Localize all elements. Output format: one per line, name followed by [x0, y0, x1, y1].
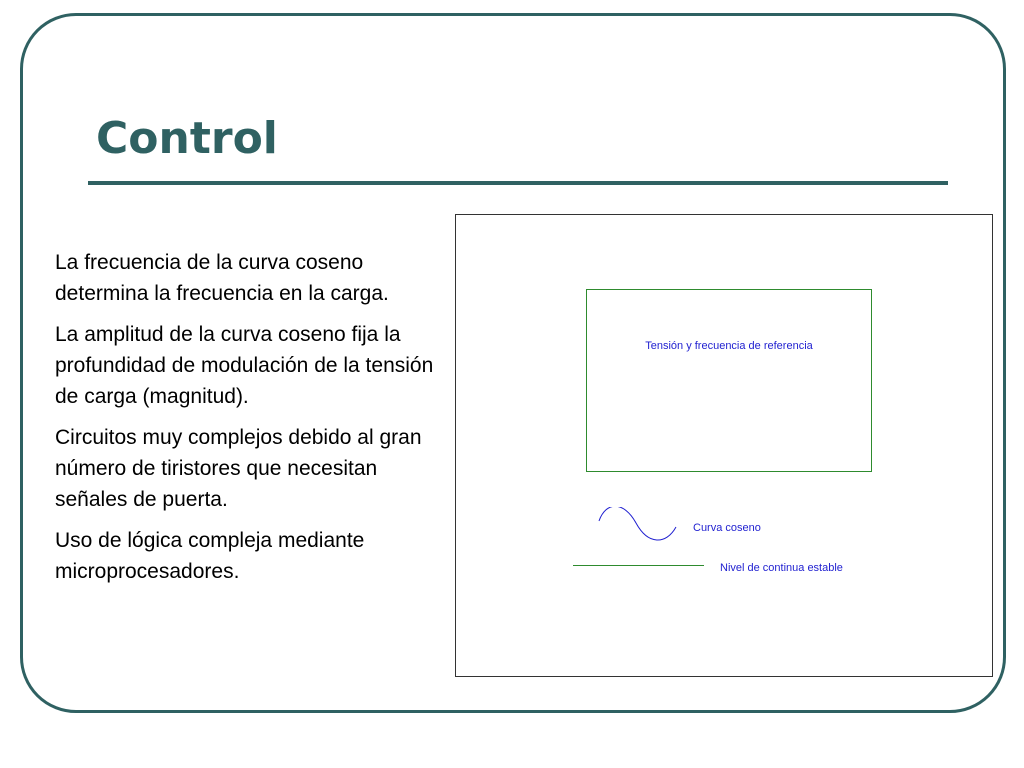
slide-title: Control — [96, 113, 278, 164]
bullet-item: La amplitud de la curva coseno fija la profundidad de modulación de la tensión de carga (magnitud). — [55, 323, 434, 408]
bullet-list — [55, 247, 455, 597]
bullet-item: Uso de lógica compleja mediante microprocesadores. — [55, 529, 365, 583]
control-diagram — [455, 214, 993, 677]
reference-label: Tensión y frecuencia de referencia — [645, 340, 813, 352]
bullet-item: La frecuencia de la curva coseno determina la frecuencia en la carga. — [55, 251, 389, 305]
cosine-curve-icon — [596, 507, 680, 543]
reference-box — [586, 289, 872, 472]
title-underline — [88, 181, 948, 185]
dc-level-label: Nivel de continua estable — [720, 562, 843, 574]
bullet-item: Circuitos muy complejos debido al gran número de tiristores que necesitan señales de puerta. — [55, 426, 422, 511]
cosine-label: Curva coseno — [693, 522, 761, 534]
dc-level-line — [573, 565, 704, 566]
